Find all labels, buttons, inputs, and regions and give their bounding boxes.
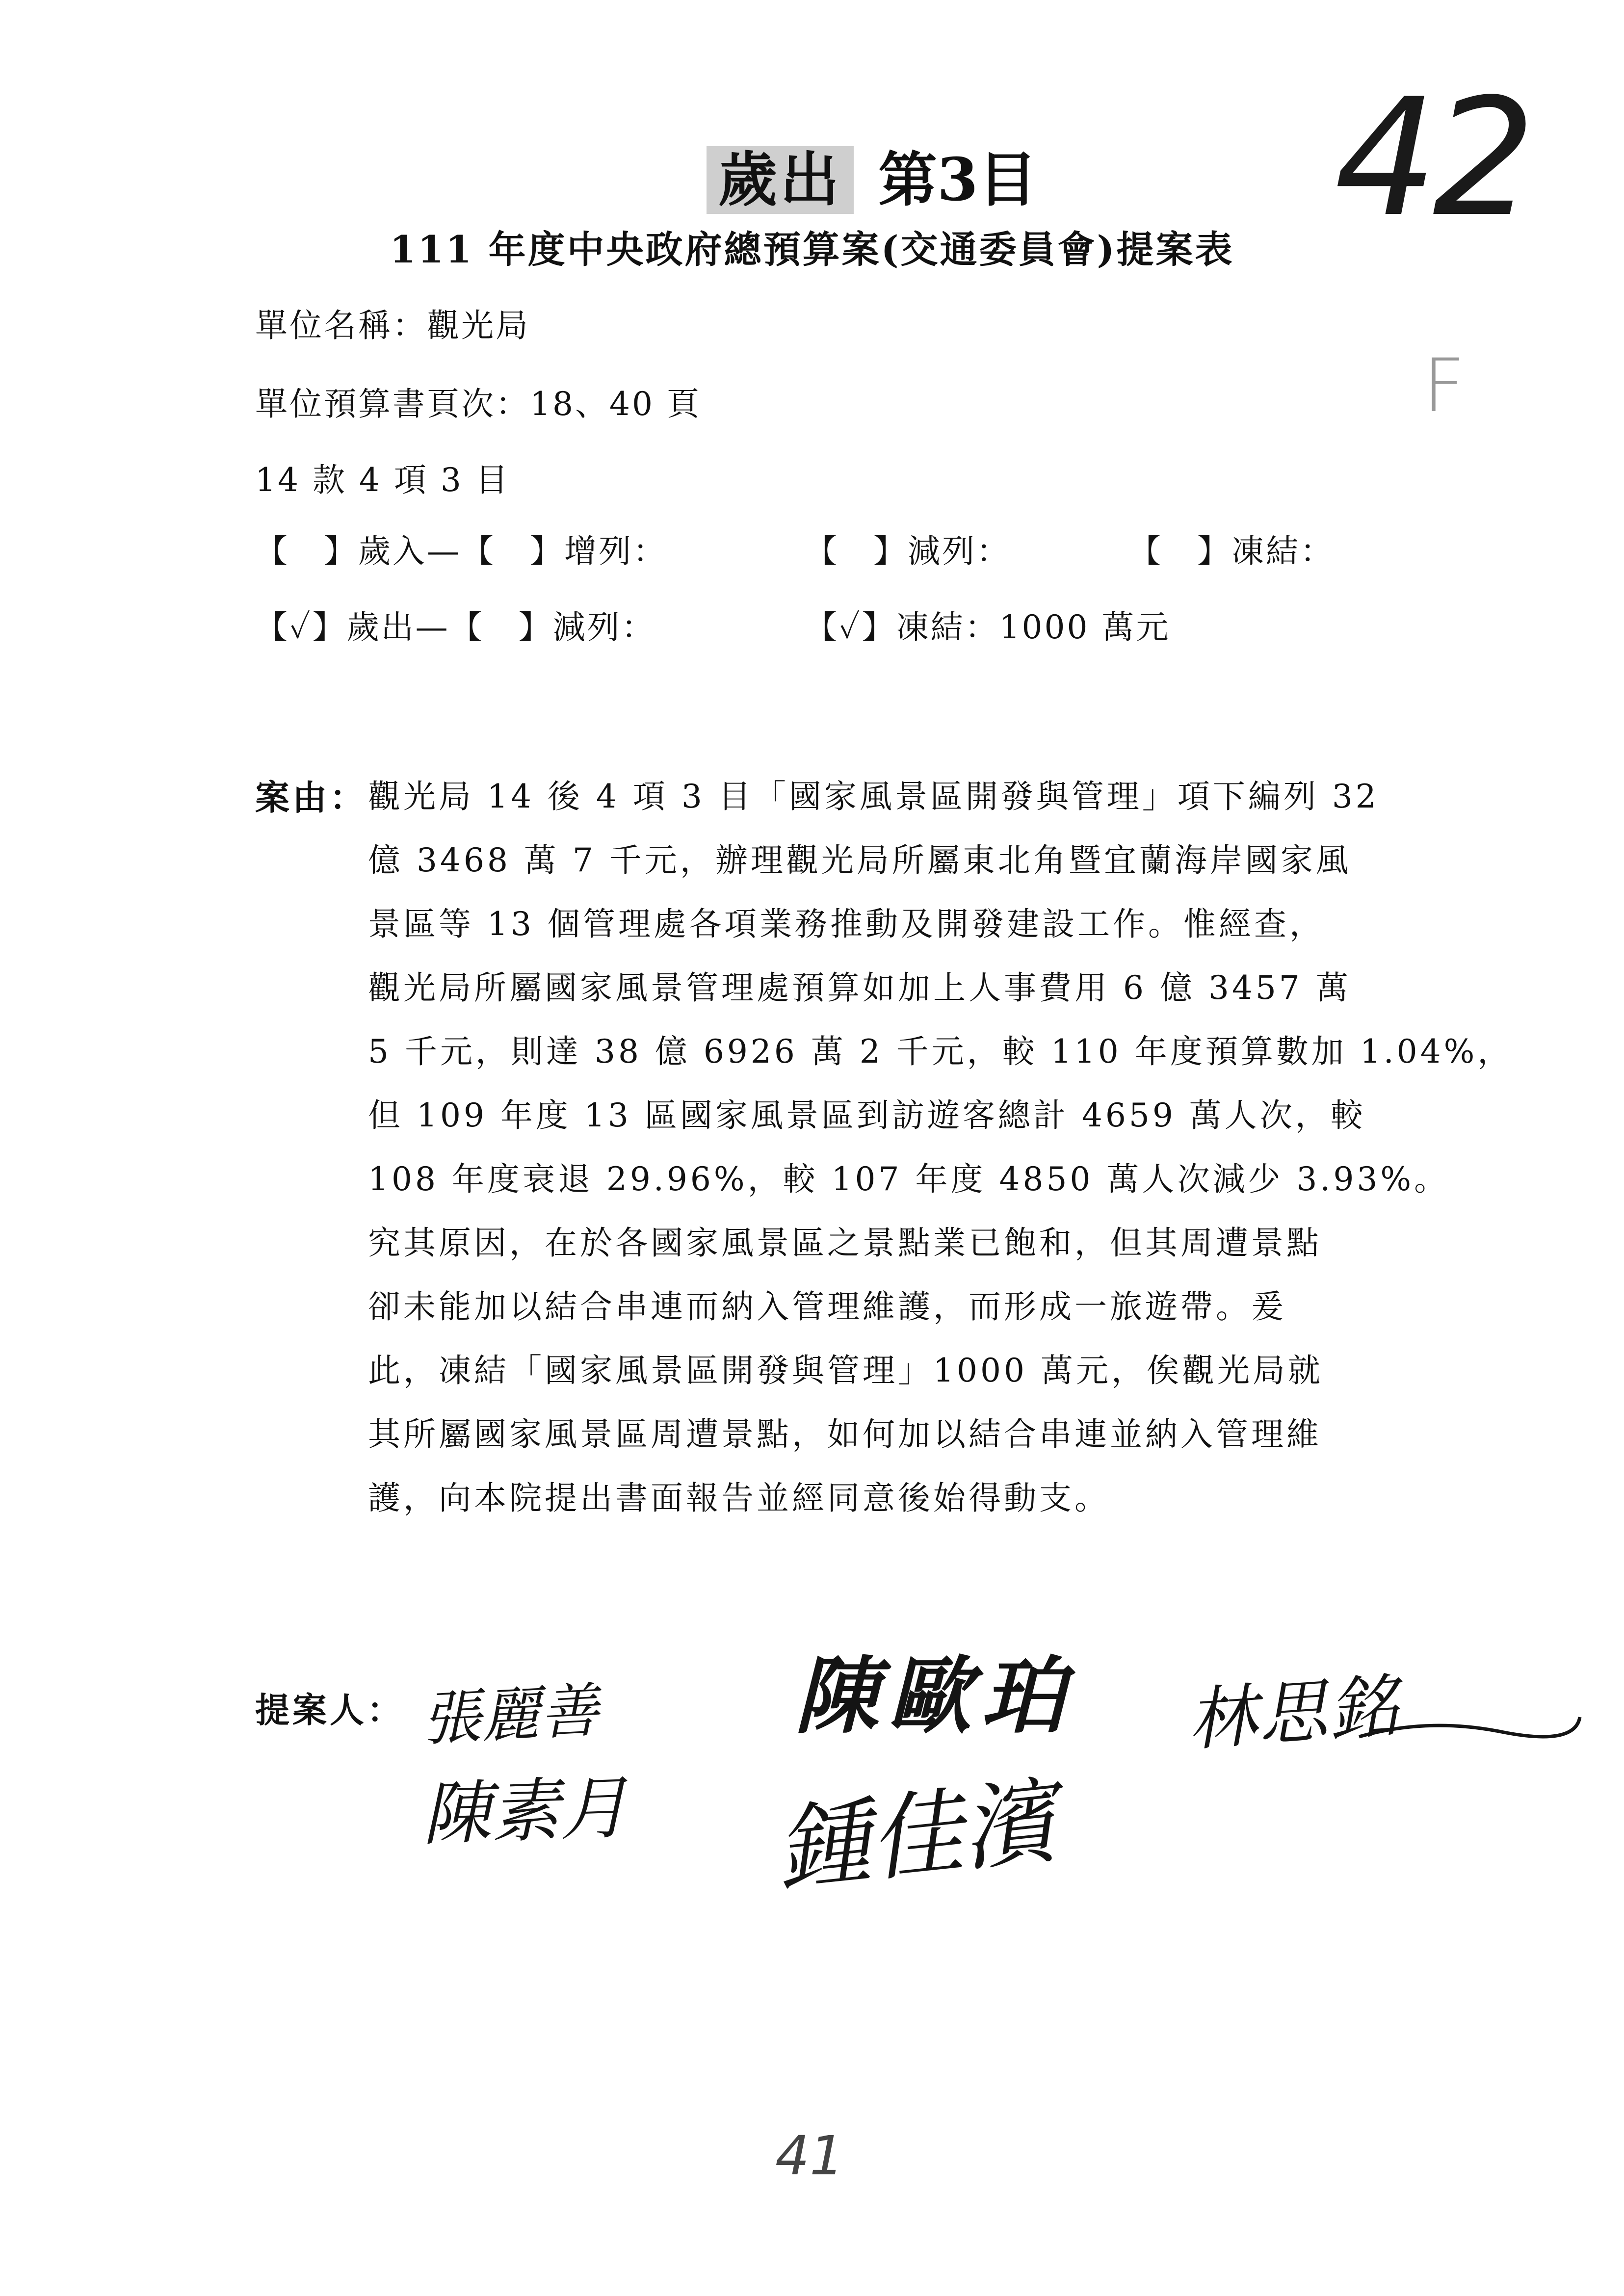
unit-name: 單位名稱：觀光局 [255,307,530,344]
reason-line: 觀光局所屬國家風景管理處預算如加上人事費用 6 億 3457 萬 [368,969,1351,1007]
proposer-label: 提案人： [255,1690,404,1730]
expense-freeze-checkbox: 【✓】凍結：1000 萬元 [805,608,1171,646]
revenue-increase-checkbox: 【 】歲入—【 】增列： [255,532,667,570]
item-number: 第3目 [878,145,1037,214]
reason-line: 究其原因，在於各國家風景區之景點業已飽和，但其周遭景點 [368,1224,1322,1262]
reason-line: 護，向本院提出書面報告並經同意後始得動支。 [368,1479,1110,1517]
budget-pages: 單位預算書頁次：18、40 頁 [255,385,701,423]
revenue-freeze-checkbox: 【 】凍結： [1128,532,1335,570]
reason-line: 但 109 年度 13 區國家風景區到訪遊客總計 4659 萬人次，較 [368,1096,1366,1134]
reason-line: 其所屬國家風景區周遭景點，如何加以結合串連並納入管理維 [368,1415,1322,1453]
document-title: 111 年度中央政府總預算案(交通委員會)提案表 [390,228,1234,271]
reason-line: 億 3468 萬 7 千元，辦理觀光局所屬東北角暨宜蘭海岸國家風 [368,841,1351,879]
proposer-signature: 張麗善 [420,1676,601,1754]
reason-line: 卻未能加以結合串連而納入管理維護，而形成一旅遊帶。爰 [368,1288,1286,1326]
handwritten-page-number: 41 [775,2124,844,2187]
expense-reduce-checkbox: 【✓】歲出—【 】減列： [255,608,656,646]
reason-line: 觀光局 14 後 4 項 3 目「國家風景區開發與管理」項下編列 32 [368,778,1379,815]
reason-line: 5 千元，則達 38 億 6926 萬 2 千元，較 110 年度預算數加 1.04%， [368,1033,1513,1070]
proposer-signature: 陳素月 [420,1768,630,1855]
revenue-reduce-checkbox: 【 】減列： [805,532,1011,570]
reason-line: 此，凍結「國家風景區開發與管理」1000 萬元，俟觀光局就 [368,1352,1323,1389]
signature-stroke [1354,1697,1585,1756]
proposer-signature: 鍾佳濱 [771,1767,1061,1905]
proposer-signature: 林思銘 [1185,1666,1403,1761]
handwritten-number: 42 [1335,64,1531,252]
reason-line: 景區等 13 個管理處各項業務推動及開發建設工作。惟經查， [368,905,1325,943]
category-stamp: 歲出 [707,146,854,214]
budget-section: 14 款 4 項 3 目 [255,461,510,499]
reason-line: 108 年度衰退 29.96%，較 107 年度 4850 萬人次減少 3.93%。 [368,1160,1450,1198]
handwritten-mark: F [1423,343,1466,429]
proposer-signature: 陳歐珀 [795,1648,1075,1745]
reason-label: 案由： [255,777,367,818]
